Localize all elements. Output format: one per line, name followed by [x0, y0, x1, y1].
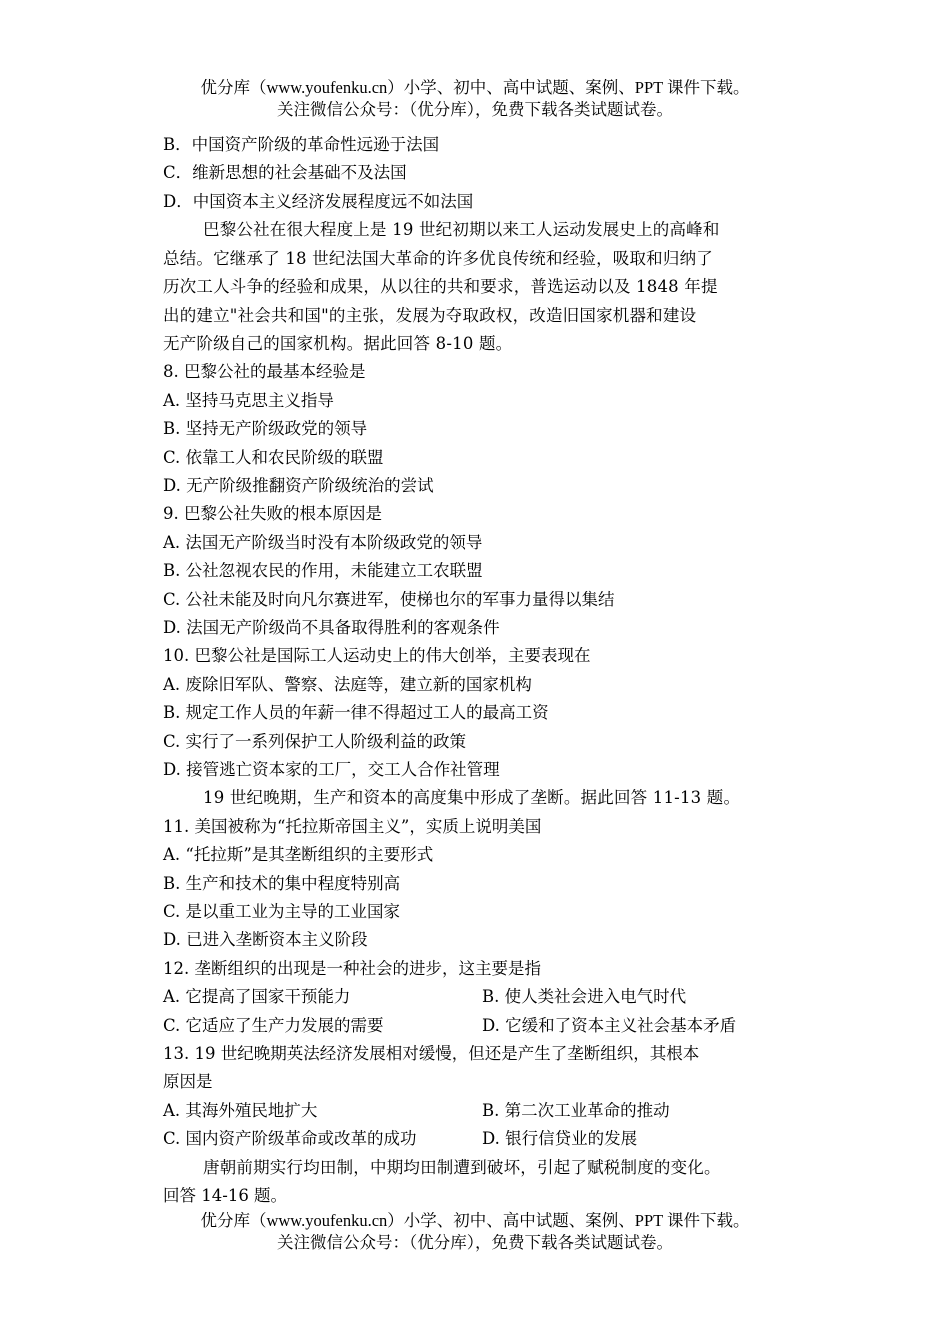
q8-option-a: A. 坚持马克思主义指导	[163, 391, 334, 410]
q10-stem: 10. 巴黎公社是国际工人运动史上的伟大创举，主要表现在	[163, 646, 591, 665]
q12-option-b: B. 使人类社会进入电气时代	[482, 987, 687, 1006]
q11-option-a: A. “托拉斯”是其垄断组织的主要形式	[163, 845, 434, 864]
q12-option-d: D. 它缓和了资本主义社会基本矛盾	[482, 1016, 737, 1035]
q10-option-b: B. 规定工作人员的年薪一律不得超过工人的最高工资	[163, 703, 549, 722]
passage3-line: 回答 14-16 题。	[163, 1186, 288, 1205]
q13-stem: 13. 19 世纪晚期英法经济发展相对缓慢，但还是产生了垄断组织，其根本	[163, 1044, 700, 1063]
prev-option-d: D．中国资本主义经济发展程度远不如法国	[163, 192, 474, 211]
q13-option-d: D. 银行信贷业的发展	[482, 1129, 638, 1148]
q9-option-b: B. 公社忽视农民的作用，未能建立工农联盟	[163, 561, 483, 580]
q13-option-c: C. 国内资产阶级革命或改革的成功	[163, 1129, 417, 1148]
q10-option-c: C. 实行了一系列保护工人阶级利益的政策	[163, 732, 467, 751]
q9-option-a: A. 法国无产阶级当时没有本阶级政党的领导	[163, 533, 483, 552]
q12-option-a: A. 它提高了国家干预能力	[163, 987, 351, 1006]
q11-stem: 11. 美国被称为“托拉斯帝国主义”，实质上说明美国	[163, 817, 542, 836]
q11-option-c: C. 是以重工业为主导的工业国家	[163, 902, 401, 921]
footer-line-1: 优分库（www.youfenku.cn）小学、初中、高中试题、案例、PPT 课件下载。	[200, 1211, 750, 1230]
q13-stem-cont: 原因是	[163, 1072, 213, 1091]
passage1-line: 无产阶级自己的国家机构。据此回答 8-10 题。	[163, 334, 513, 353]
q12-stem: 12. 垄断组织的出现是一种社会的进步，这主要是指	[163, 959, 541, 978]
q8-stem: 8. 巴黎公社的最基本经验是	[163, 362, 366, 381]
q11-option-b: B. 生产和技术的集中程度特别高	[163, 874, 401, 893]
passage1-line: 出的建立"社会共和国"的主张，发展为夺取政权，改造旧国家机器和建设	[163, 306, 697, 325]
passage2: 19 世纪晚期，生产和资本的高度集中形成了垄断。据此回答 11-13 题。	[203, 788, 741, 807]
prev-option-b: B．中国资产阶级的革命性远逊于法国	[163, 135, 440, 154]
q10-option-d: D. 接管逃亡资本家的工厂，交工人合作社管理	[163, 760, 500, 779]
prev-option-c: C．维新思想的社会基础不及法国	[163, 163, 407, 182]
q11-option-d: D. 已进入垄断资本主义阶段	[163, 930, 368, 949]
q8-option-b: B. 坚持无产阶级政党的领导	[163, 419, 368, 438]
header-line-1: 优分库（www.youfenku.cn）小学、初中、高中试题、案例、PPT 课件下载。	[200, 78, 750, 97]
q10-option-a: A. 废除旧军队、警察、法庭等，建立新的国家机构	[163, 675, 532, 694]
q13-option-b: B. 第二次工业革命的推动	[482, 1101, 670, 1120]
q9-option-c: C. 公社未能及时向凡尔赛进军，使梯也尔的军事力量得以集结	[163, 590, 615, 609]
q8-option-d: D. 无产阶级推翻资产阶级统治的尝试	[163, 476, 434, 495]
q9-stem: 9. 巴黎公社失败的根本原因是	[163, 504, 382, 523]
q8-option-c: C. 依靠工人和农民阶级的联盟	[163, 448, 384, 467]
q9-option-d: D. 法国无产阶级尚不具备取得胜利的客观条件	[163, 618, 500, 637]
q13-option-a: A. 其海外殖民地扩大	[163, 1101, 318, 1120]
q12-option-c: C. 它适应了生产力发展的需要	[163, 1016, 384, 1035]
passage1-line: 巴黎公社在很大程度上是 19 世纪初期以来工人运动发展史上的高峰和	[203, 220, 720, 239]
header-line-2: 关注微信公众号：（优分库），免费下载各类试题试卷。	[277, 100, 673, 119]
footer-line-2: 关注微信公众号：（优分库），免费下载各类试题试卷。	[277, 1233, 673, 1252]
passage1-line: 总结。它继承了 18 世纪法国大革命的许多优良传统和经验，吸取和归纳了	[163, 249, 713, 268]
passage1-line: 历次工人斗争的经验和成果，从以往的共和要求，普选运动以及 1848 年提	[163, 277, 718, 296]
passage3-line: 唐朝前期实行均田制，中期均田制遭到破坏，引起了赋税制度的变化。	[203, 1158, 721, 1177]
